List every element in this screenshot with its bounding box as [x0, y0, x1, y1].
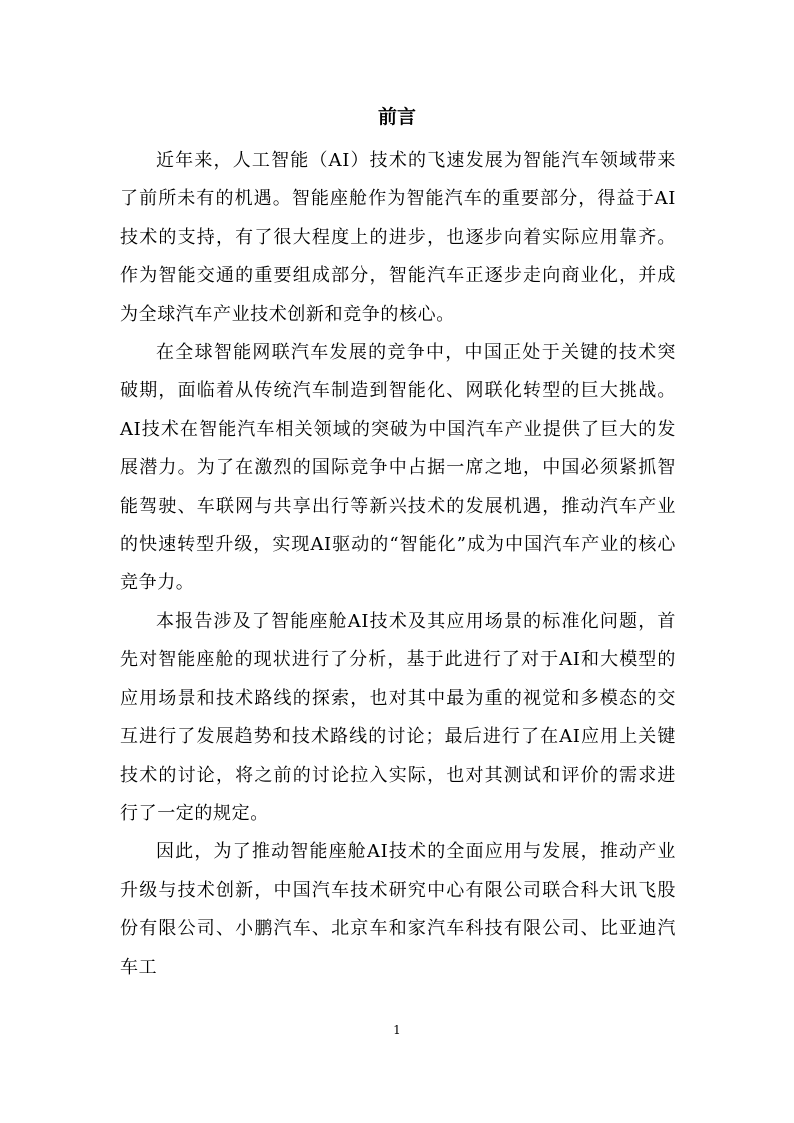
paragraph-3: 本报告涉及了智能座舱AI技术及其应用场景的标准化问题，首先对智能座舱的现状进行了分析，基于此进行了对于AI和大模型的应用场景和技术路线的探索，也对其中最为重的视觉和多模态的交互进行了发展趋势和技术路线的讨论；最后进行了在AI应用上关键技术的讨论，将之前的讨论拉入实际，也对其测试和评价的需求进行了一定的规定。 [120, 610, 676, 824]
paragraph-2: 在全球智能网联汽车发展的竞争中，中国正处于关键的技术突破期，面临着从传统汽车制造到智能化、网联化转型的巨大挑战。AI技术在智能汽车相关领域的突破为中国汽车产业提供了巨大的发展潜力。为了在激烈的国际竞争中占据一席之地，中国必须紧抓智能驾驶、车联网与共享出行等新兴技术的发展机遇，推动汽车产业的快速转型升级，实现AI驱动的“智能化”成为中国汽车产业的核心竞争力。 [120, 342, 676, 594]
page-title: 前言 [377, 106, 416, 128]
page-number: 1 [393, 1023, 401, 1037]
paragraph-4: 因此，为了推动智能座舱AI技术的全面应用与发展，推动产业升级与技术创新，中国汽车技术研究中心有限公司联合科大讯飞股份有限公司、小鹏汽车、北京车和家汽车科技有限公司、比亚迪汽车工 [120, 841, 676, 978]
document-body [120, 142, 676, 987]
paragraph-1: 近年来，人工智能（AI）技术的飞速发展为智能汽车领域带来了前所未有的机遇。智能座舱作为智能汽车的重要部分，得益于AI技术的支持，有了很大程度上的进步，也逐步向着实际应用靠齐。作为智能交通的重要组成部分，智能汽车正逐步走向商业化，并成为全球汽车产业技术创新和竞争的核心。 [120, 150, 676, 325]
